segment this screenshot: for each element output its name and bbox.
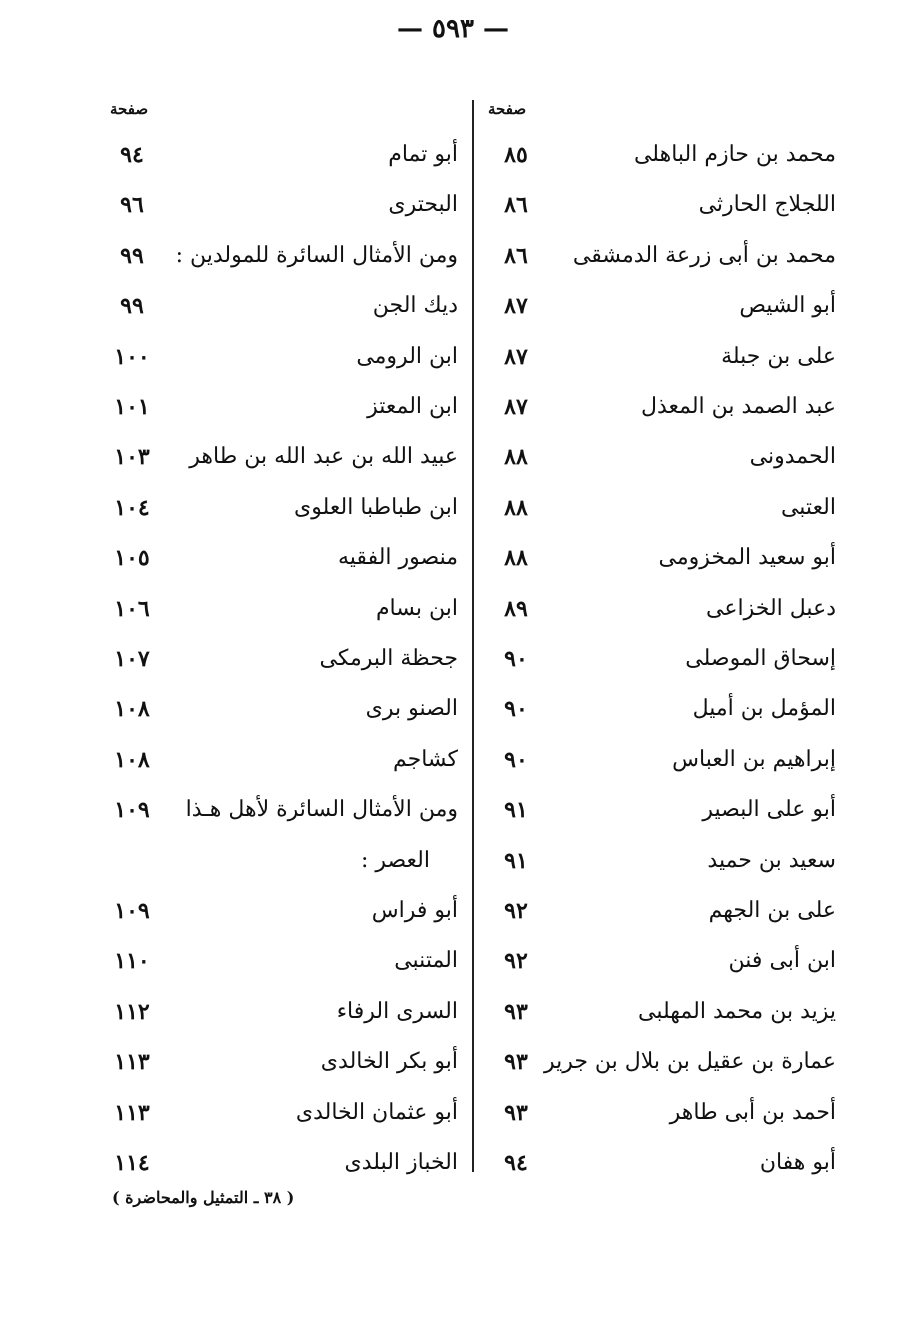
right-entry-page: ٨٨ <box>504 545 528 572</box>
right-entry-name: دعبل الخزاعى <box>706 595 836 621</box>
right-entry-name: اللجلاج الحارثى <box>698 192 836 218</box>
left-entry-page: ٩٤ <box>120 142 144 168</box>
right-entry-page: ٩٢ <box>504 898 528 924</box>
left-entry-page: ١١٤ <box>114 1150 150 1176</box>
left-entry-name: ابن بسام <box>375 595 458 621</box>
right-entry-name: إسحاق الموصلى <box>685 646 836 671</box>
left-entry-page: ١٠٤ <box>114 494 150 521</box>
right-entry-page: ٩٣ <box>504 1049 528 1076</box>
left-entry-name: الخباز البلدى <box>344 1150 458 1175</box>
left-entry-name: أبو فراس <box>371 898 458 923</box>
right-entry-name: أبو هفان <box>759 1150 836 1175</box>
right-entry-name: الحمدونى <box>749 444 836 470</box>
left-entry-name: ومن الأمثال السائرة لأهل هـذا <box>185 797 458 823</box>
left-entry-name: جحظة البرمكى <box>319 646 458 671</box>
left-entry-page: ١٠٩ <box>114 898 150 924</box>
left-entry-name: أبو تمام <box>388 142 458 167</box>
right-entry-page: ٨٦ <box>504 192 528 219</box>
left-entry-name: كشاجم <box>392 746 458 772</box>
left-entry-page: ١٠٠ <box>114 343 150 370</box>
right-entry-page: ٨٧ <box>504 343 528 370</box>
right-entry-page: ٨٩ <box>504 595 528 622</box>
right-entry-name: سعيد بن حميد <box>707 847 836 873</box>
right-entry-page: ٨٨ <box>504 494 528 521</box>
left-page-header: صفحة <box>110 100 149 118</box>
left-entry-page: ١١٣ <box>114 1049 150 1076</box>
left-entry-page: ١٠٨ <box>114 696 150 723</box>
right-page-header: صفحة <box>488 100 527 118</box>
right-entry-page: ٩٠ <box>504 646 528 672</box>
column-divider <box>472 100 474 1172</box>
right-entry-name: أبو على البصير <box>702 797 836 823</box>
left-entry-name: السرى الرفاء <box>336 998 458 1024</box>
left-entry-name: ابن الرومى <box>356 343 458 369</box>
right-entry-page: ٩٤ <box>504 1150 528 1176</box>
left-entry-name: العصر : <box>360 847 430 873</box>
left-entry-page <box>104 836 160 886</box>
right-entry-page: ٨٧ <box>504 293 528 320</box>
right-entry-name: أحمد بن أبى طاهر <box>669 1099 836 1125</box>
right-entry-page: ٩٠ <box>504 696 528 723</box>
left-entry-page: ١٠٦ <box>114 595 150 622</box>
right-entry-name: عبد الصمد بن المعذل <box>640 394 836 419</box>
left-entry-name: أبو بكر الخالدى <box>320 1049 458 1075</box>
right-entry-name: محمد بن حازم الباهلى <box>633 142 836 167</box>
right-entry-page: ٨٦ <box>504 242 528 269</box>
left-entry-page: ١٠٩ <box>114 797 150 824</box>
left-entry-page: ١١٠ <box>114 948 150 975</box>
right-entry-name: محمد بن أبى زرعة الدمشقى <box>572 242 836 268</box>
right-entry-name: أبو سعيد المخزومى <box>658 545 836 571</box>
left-entry-name: عبيد الله بن عبد الله بن طاهر <box>189 444 458 470</box>
right-entry-page: ٩٢ <box>504 948 528 975</box>
left-entry-page: ٩٦ <box>120 192 144 219</box>
left-entry-name: ومن الأمثال السائرة للمولدين : <box>175 242 458 268</box>
left-entry-page: ١٠١ <box>114 394 150 420</box>
page-number: — ٥٩٣ — <box>396 14 510 44</box>
right-entry-name: أبو الشيص <box>739 293 836 319</box>
right-entry-page: ٩٠ <box>504 746 528 773</box>
left-entry-name: الصنو برى <box>365 696 458 722</box>
left-entry-page: ١٠٥ <box>114 545 150 572</box>
left-entry-name: أبو عثمان الخالدى <box>295 1099 458 1125</box>
right-entry-page: ٩١ <box>504 797 528 824</box>
right-entry-name: على بن الجهم <box>708 898 836 923</box>
right-entry-name: العتبى <box>780 494 836 520</box>
right-entry-page: ٨٨ <box>504 444 528 471</box>
left-entry-page: ٩٩ <box>120 242 144 269</box>
left-entry-name: ابن المعتز <box>367 394 458 419</box>
left-entry-name: منصور الفقيه <box>338 545 458 571</box>
right-entry-page: ٨٧ <box>504 394 528 420</box>
right-entry-page: ٩١ <box>504 847 528 874</box>
left-entry-page: ١٠٧ <box>114 646 150 672</box>
left-entry-page: ١٠٨ <box>114 746 150 773</box>
left-entry-page: ١١٣ <box>114 1099 150 1126</box>
right-entry-name: ابن أبى فنن <box>728 948 836 974</box>
left-entry-page: ٩٩ <box>120 293 144 320</box>
right-entry-page: ٩٣ <box>504 1099 528 1126</box>
right-entry-name: المؤمل بن أميل <box>692 696 836 722</box>
left-entry-name: ابن طباطبا العلوى <box>294 494 458 520</box>
signature-footer: ( ٣٨ ـ التمثيل والمحاضرة ) <box>112 1188 295 1207</box>
left-entry-name: البحترى <box>388 192 458 218</box>
right-entry-name: على بن جبلة <box>721 343 836 369</box>
right-entry-name: عمارة بن عقيل بن بلال بن جرير <box>543 1049 836 1075</box>
left-entry-name: المتنبى <box>394 948 458 974</box>
right-entry-page: ٨٥ <box>504 142 528 168</box>
left-entry-page: ١١٢ <box>114 998 150 1025</box>
left-entry-page: ١٠٣ <box>114 444 150 471</box>
right-entry-name: يزيد بن محمد المهلبى <box>638 998 836 1024</box>
left-entry-name: ديك الجن <box>372 293 458 319</box>
right-entry-name: إبراهيم بن العباس <box>672 746 836 772</box>
right-entry-page: ٩٣ <box>504 998 528 1025</box>
